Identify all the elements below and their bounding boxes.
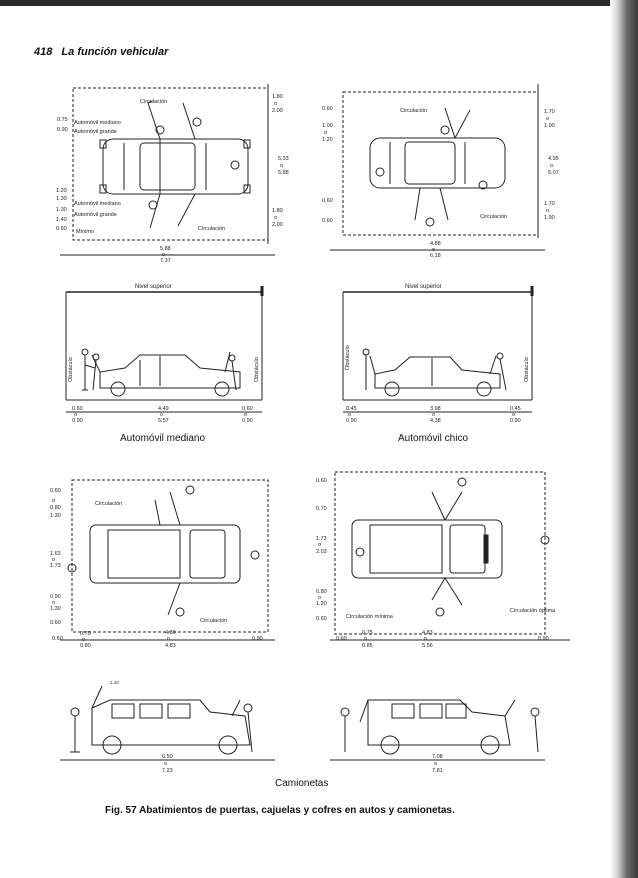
truck-left-circulation-bottom: Circulación: [200, 618, 228, 624]
truck-left-dim-a: 6.50: [162, 754, 173, 760]
dim-bottom-737: 7.37: [160, 258, 171, 264]
dim-right-200b: 2.00: [272, 222, 283, 228]
plan-small-circulation-top: Circulación: [400, 108, 428, 114]
small-dim-bottom-o: o: [432, 247, 436, 253]
truck-right-dim-o: o: [434, 761, 438, 767]
small-dim-right-495: 4.95: [548, 156, 559, 162]
tr-dim-l120: 1.20: [316, 601, 327, 607]
dim-left-075: 0.75: [57, 117, 68, 123]
truck-right-dim-a: 7.08: [432, 754, 443, 760]
small-dim-right-190b: 1.90: [544, 215, 555, 221]
truck-left-dim-o: o: [164, 761, 168, 767]
tr-dim-l060b: 0.60: [316, 616, 327, 622]
medium-dim-co: o: [160, 412, 164, 418]
tl-dim-l080: 0.80: [50, 505, 61, 511]
tr-dim-l080: 0.80: [316, 589, 327, 595]
tr-dim-b085: 0.85: [362, 643, 373, 649]
small-dim-bottom-618: 6.18: [430, 253, 441, 259]
dim-right-200a: 2.00: [272, 108, 283, 114]
truck-elevation-right: [330, 700, 545, 774]
tl-dim-b070: 0.70: [80, 631, 91, 637]
dim-bottom-588: 5.88: [160, 246, 171, 252]
small-dim-right-o2: o: [550, 163, 554, 169]
small-dim-l090: 0.90: [346, 418, 357, 424]
legend-large-bottom: Automóvil grande: [74, 212, 117, 218]
plan-medium-car: [56, 84, 289, 264]
dim-right-o3: o: [274, 215, 278, 221]
elevation-small-car: [343, 284, 532, 424]
dim-right-533: 5.33: [278, 156, 289, 162]
tl-dim-l130b: 1.30: [50, 606, 61, 612]
small-dim-right-190: 1.90: [544, 123, 555, 129]
plan-medium-circulation-bottom: Circulación: [198, 226, 226, 232]
truck-right-top-view: [352, 478, 549, 616]
tl-dim-l060b: 0.60: [50, 620, 61, 626]
tl-dim-lo2: o: [52, 557, 56, 563]
small-dim-lo: o: [348, 412, 352, 418]
small-dim-left-060c: 0.60: [322, 218, 333, 224]
plan-small-boundary: [343, 92, 538, 235]
dim-left-090: 0.90: [57, 127, 68, 133]
small-dim-right-170b: 1.70: [544, 201, 555, 207]
caption-small-car: Automóvil chico: [398, 433, 469, 444]
tr-dim-b556: 5.56: [422, 643, 433, 649]
tr-dim-b483: 4.83: [422, 630, 433, 636]
elevation-medium-car: [66, 284, 262, 424]
medium-dim-c449: 4.49: [158, 406, 169, 412]
legend-min: Mínimo: [76, 229, 95, 235]
tr-dim-l070: 0.70: [316, 506, 327, 512]
dim-right-o1: o: [274, 101, 278, 107]
tr-dim-lo: o: [318, 542, 322, 548]
truck-plan-left: [50, 480, 275, 649]
dim-right-180b: 1.80: [272, 208, 283, 214]
chapter-title: La función vehicular: [61, 46, 169, 58]
dim-right-588: 5.88: [278, 170, 289, 176]
truck-right-side-view: [341, 700, 539, 754]
truck-left-side-view: [70, 686, 252, 754]
tr-dim-bo: o: [364, 636, 368, 642]
dim-right-o2: o: [280, 163, 284, 169]
medium-upper-level-label: Nivel superior: [135, 284, 172, 290]
small-obstacle-left: Obstáculo: [345, 345, 351, 370]
truck-left-top-dim: 1.10: [110, 680, 119, 685]
medium-dim-r090: 0.90: [242, 418, 253, 424]
tl-dim-bo: o: [82, 637, 86, 643]
truck-right-dim-b: 7.81: [432, 768, 443, 774]
truck-left-dim-b: 7.23: [162, 768, 173, 774]
plan-small-car: [322, 84, 559, 259]
dim-left-120: 1.20: [56, 188, 67, 194]
small-car-top-view: [370, 108, 508, 226]
tl-dim-l090: 0.90: [50, 594, 61, 600]
medium-car-top-view: [100, 101, 250, 228]
tr-dim-lo2: o: [318, 595, 322, 601]
small-dim-r045: 0.45: [510, 406, 521, 412]
tl-dim-b080: 0.80: [80, 643, 91, 649]
legend-medium-bottom: Automóvil mediano: [74, 201, 121, 207]
small-car-side-view: [363, 349, 506, 396]
tr-dim-l203: 2.03: [316, 549, 327, 555]
small-dim-left-120: 1.20: [322, 137, 333, 143]
dim-bottom-o: o: [162, 252, 166, 258]
small-upper-level-label: Nivel superior: [405, 284, 442, 290]
medium-dim-lo: o: [74, 412, 78, 418]
small-dim-c438: 4.38: [430, 418, 441, 424]
tl-dim-b430: 4.30: [165, 630, 176, 636]
small-dim-left-100: 1.00: [322, 123, 333, 129]
tl-dim-b090: 0.90: [252, 636, 263, 642]
page-number: 418: [34, 46, 53, 58]
medium-dim-ro: o: [244, 412, 248, 418]
tr-dim-l060: 0.60: [316, 478, 327, 484]
dim-left-060: 0.60: [56, 226, 67, 232]
small-dim-left-060a: 0.60: [322, 106, 333, 112]
dim-right-180a: 1.80: [272, 94, 283, 100]
tl-dim-l060a: 0.60: [50, 488, 61, 494]
dim-left-130b: 1.30: [56, 207, 67, 213]
caption-medium-car: Automóvil mediano: [120, 433, 206, 444]
medium-obstacle-left: Obstáculo: [68, 357, 74, 382]
small-dim-ro: o: [512, 412, 516, 418]
small-dim-c398: 3.98: [430, 406, 441, 412]
medium-dim-c557: 5.57: [158, 418, 169, 424]
small-dim-left-060b: 0.60: [322, 198, 333, 204]
tl-dim-bo2: o: [167, 636, 171, 642]
tr-dim-b075: 0.75: [362, 630, 373, 636]
tr-dim-b060: 0.60: [336, 636, 347, 642]
truck-left-circulation-top: Circulación: [95, 501, 123, 507]
tl-dim-l163: 1.63: [50, 551, 61, 557]
legend-large-top: Automóvil grande: [74, 129, 117, 135]
small-dim-right-507: 5.07: [548, 170, 559, 176]
caption-trucks: Camionetas: [275, 778, 329, 789]
small-dim-co: o: [432, 412, 436, 418]
tl-dim-l130: 1.30: [50, 513, 61, 519]
medium-dim-l090: 0.90: [72, 418, 83, 424]
small-dim-bottom-488: 4.88: [430, 241, 441, 247]
tl-dim-lo3: o: [52, 600, 56, 606]
small-obstacle-right: Obstáculo: [524, 357, 530, 382]
small-dim-right-o1: o: [546, 116, 550, 122]
small-dim-r090: 0.90: [510, 418, 521, 424]
dim-left-140: 1.40: [56, 217, 67, 223]
figure-caption: Fig. 57 Abatimientos de puertas, cajuelas y cofres en autos y camionetas.: [105, 805, 455, 816]
tr-dim-b090: 0.90: [538, 636, 549, 642]
plan-medium-circulation-top: Circulación: [140, 99, 168, 105]
medium-car-side-view: [82, 349, 240, 396]
small-dim-right-o3: o: [546, 208, 550, 214]
tl-dim-b060: 0.60: [52, 636, 63, 642]
small-dim-right-170: 1.70: [544, 109, 555, 115]
tl-dim-b483: 4.83: [165, 643, 176, 649]
truck-plan-right: [316, 472, 570, 649]
tr-dim-l173: 1.73: [316, 536, 327, 542]
tr-dim-bo2: o: [424, 636, 428, 642]
legend-medium-top: Automóvil mediano: [74, 120, 121, 126]
medium-dim-r060: 0.60: [242, 406, 253, 412]
plan-small-circulation-bottom: Circulación: [480, 214, 508, 220]
truck-right-circulation-opt: Circulación óptima: [510, 608, 556, 614]
dim-left-130a: 1.30: [56, 196, 67, 202]
tl-dim-l173: 1.73: [50, 563, 61, 569]
tl-dim-lo1: o: [52, 498, 56, 504]
small-dim-l045: 0.45: [346, 406, 357, 412]
medium-dim-l060: 0.60: [72, 406, 83, 412]
truck-right-circulation-min: Circulación mínima: [346, 614, 393, 620]
medium-obstacle-right: Obstáculo: [254, 357, 260, 382]
small-dim-left-o: o: [324, 130, 328, 136]
truck-elevation-left: [60, 680, 275, 774]
